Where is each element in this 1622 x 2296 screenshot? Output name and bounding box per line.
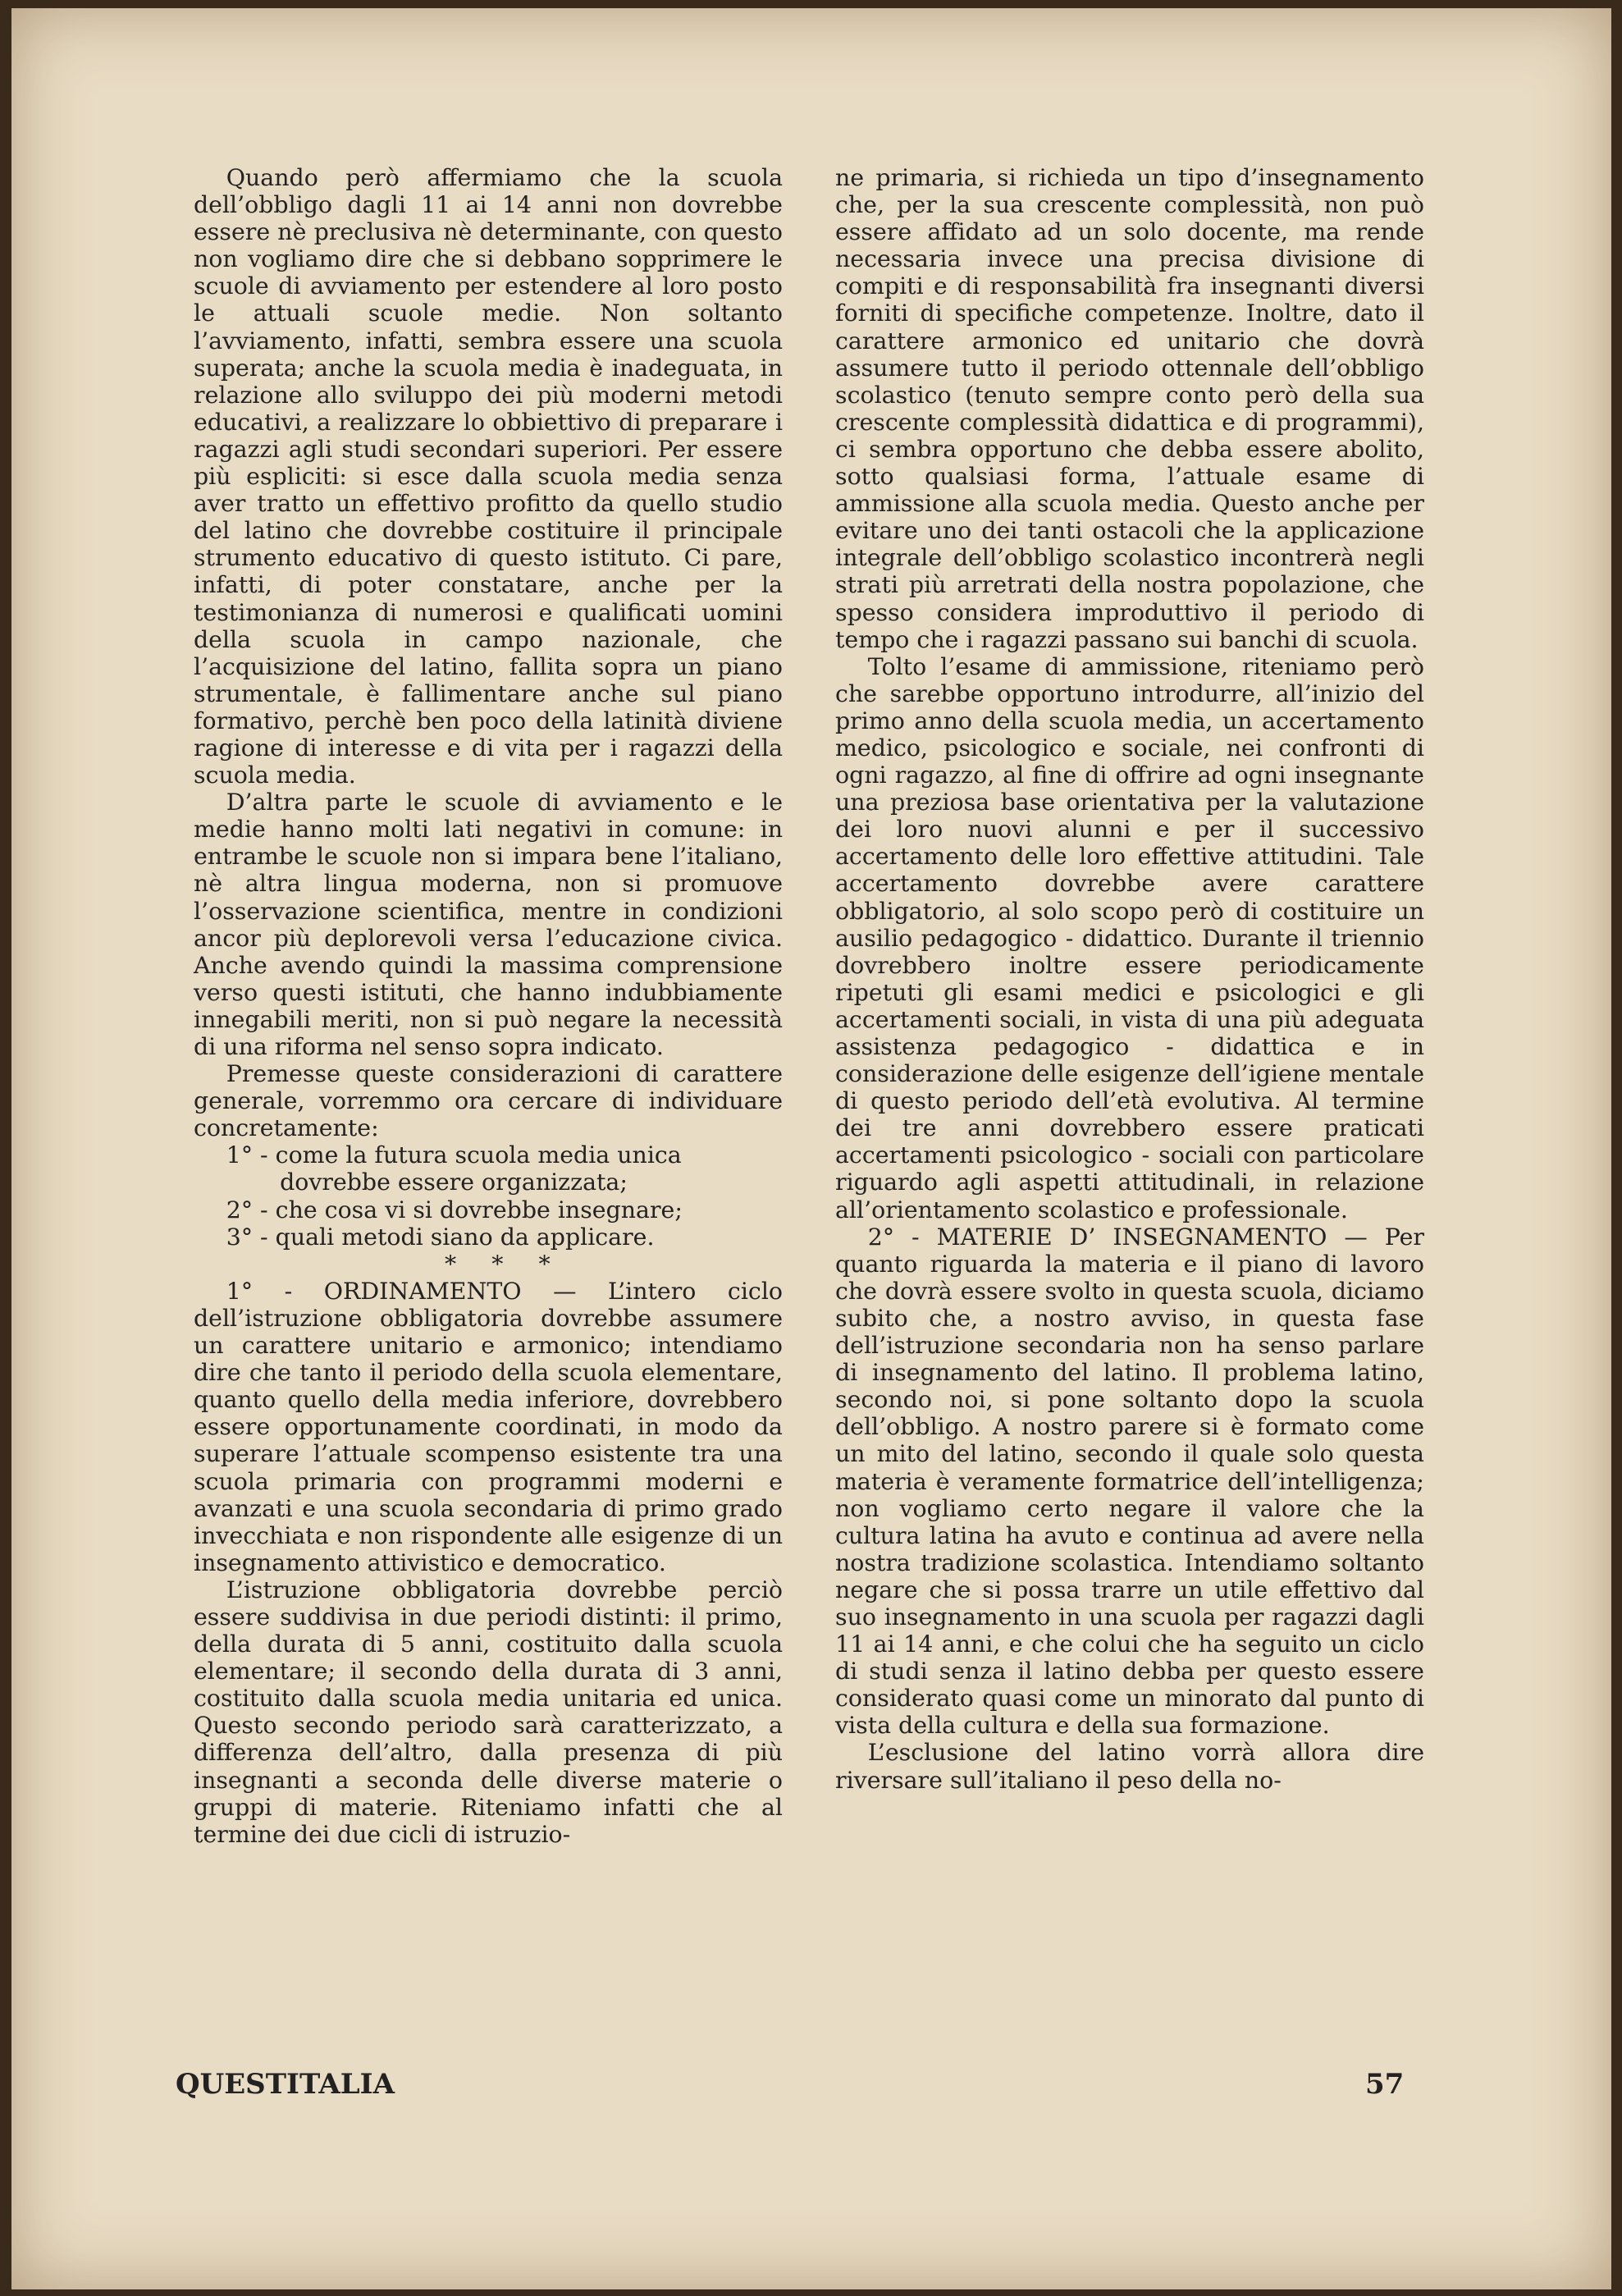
paragraph: L’istruzione obbligatoria dovrebbe perciò essere suddivisa in due periodi distinti: il primo, della durata di 5 anni, costituito dalla scuola elementare; il secondo della durata di 3 anni, costituito dalla scuola media unitaria ed unica. Questo secondo periodo sarà caratterizzato, a differenza dell’altro, dalla presenza di più insegnanti a seconda delle diverse materie o gruppi di materie. Riteniamo infatti che al termine dei due cicli di istruzio-: [194, 1576, 783, 1848]
list-item: [194, 1223, 783, 1251]
list-number: 2°: [226, 1196, 254, 1223]
publication-title: QUESTITALIA: [176, 2068, 395, 2101]
page-number: 57: [1365, 2068, 1405, 2101]
paragraph: 1° - ORDINAMENTO — L’intero ciclo dell’istruzione obbligatoria dovrebbe assumere un carattere unitario e armonico; intendiamo dire che tanto il periodo della scuola elementare, quanto quello della media inferiore, dovrebbero essere opportunamente coordinati, in modo da superare l’attuale scompenso esistente tra una scuola primaria con programmi moderni e avanzati e una scuola secondaria di primo grado invecchiata e non rispondente alle esigenze di un insegnamento attivistico e democratico.: [194, 1277, 783, 1576]
page: [11, 8, 1611, 2289]
list-text: - quali metodi siano da applicare.: [260, 1223, 655, 1251]
list-number: 1°: [226, 1141, 254, 1169]
list-item: [194, 1196, 783, 1223]
paragraph: Tolto l’esame di ammissione, riteniamo però che sarebbe opportuno introdurre, all’inizio del primo anno della scuola media, un accertamento medico, psicologico e sociale, nei confronti di ogni ragazzo, al fine di offrire ad ogni insegnante una preziosa base orientativa per la valutazione dei loro nuovi alunni e per il successivo accertamento delle loro effettive attitudini. Tale accertamento dovrebbe avere carattere obbligatorio, al solo scopo però di costituire un ausilio pedagogico - didattico. Durante il triennio dovrebbero inoltre essere periodicamente ripetuti gli esami medici e psicologici e gli accertamenti sociali, in vista di una più adeguata assistenza pedagogico - didattica e in considerazione delle esigenze dell’igiene mentale di questo periodo dell’età evolutiva. Al termine dei tre anni dovrebbero essere praticati accertamenti psicologico - sociali con particolare riguardo agli aspetti attitudinali, in relazione all’orientamento scolastico e professionale.: [835, 652, 1424, 1223]
paragraph: Quando però affermiamo che la scuola dell’obbligo dagli 11 ai 14 anni non dovrebbe essere nè preclusiva nè determinante, con questo non vogliamo dire che si debbano sopprimere le scuole di avviamento per estendere al loro posto le attuali scuole medie. Non soltanto l’avviamento, infatti, sembra essere una scuola superata; anche la scuola media è inadeguata, in relazione allo sviluppo dei più moderni metodi educativi, a realizzare lo obbiettivo di preparare i ragazzi agli studi secondari superiori. Per essere più espliciti: si esce dalla scuola media senza aver tratto un effettivo profitto da quello studio del latino che dovrebbe costituire il principale strumento educativo di questo istituto. Ci pare, infatti, di poter constatare, anche per la testimonianza di numerosi e qualificati uomini della scuola in campo nazionale, che l’acquisizione del latino, fallita sopra un piano strumentale, è fallimentare anche sul piano formativo, perchè ben poco della latinità diviene ragione di interesse e di vita per i ragazzi della scuola media.: [194, 164, 783, 789]
list-text: - come la futura scuola media unica: [260, 1141, 682, 1169]
paragraph: ne primaria, si richieda un tipo d’insegnamento che, per la sua crescente complessità, non può essere affidato ad un solo docente, ma rende necessaria invece una precisa divisione di compiti e di responsabilità fra insegnanti diversi forniti di specifiche competenze. Inoltre, dato il carattere armonico ed unitario che dovrà assumere tutto il periodo ottennale dell’obbligo scolastico (tenuto sempre conto però della sua crescente complessità didattica e di programmi), ci sembra opportuno che debba essere abolito, sotto qualsiasi forma, l’attuale esame di ammissione alla scuola media. Questo anche per evitare uno dei tanti ostacoli che la applicazione integrale dell’obbligo scolastico incontrerà negli strati più arretrati della nostra popolazione, che spesso considera improduttivo il periodo di tempo che i ragazzi passano sui banchi di scuola.: [835, 164, 1424, 653]
paragraph: Premesse queste considerazioni di carattere generale, vorremmo ora cercare di individuare concretamente:: [194, 1060, 783, 1142]
paragraph: D’altra parte le scuole di avviamento e le medie hanno molti lati negativi in comune: in entrambe le scuole non si impara bene l’italiano, nè altra lingua moderna, non si promuove l’osservazione scientifica, mentre in condizioni ancor più deplorevoli versa l’educazione civica. Anche avendo quindi la massima comprensione verso questi istituti, che hanno indubbiamente innegabili meriti, non si può negare la necessità di una riforma nel senso sopra indicato.: [194, 789, 783, 1060]
list-number: 3°: [226, 1223, 254, 1251]
list-text-continued: dovrebbe essere organizzata;: [280, 1169, 628, 1196]
section-separator: * * *: [444, 1250, 564, 1278]
paragraph: L’esclusione del latino vorrà allora dire riversare sull’italiano il peso della no-: [835, 1739, 1424, 1794]
list-item: [194, 1141, 783, 1196]
question-list: [194, 1141, 783, 1250]
left-column: [194, 164, 783, 1848]
right-column: [835, 164, 1424, 1794]
list-text: - che cosa vi si dovrebbe insegnare;: [260, 1196, 683, 1223]
paragraph: 2° - MATERIE D’ INSEGNAMENTO — Per quanto riguarda la materia e il piano di lavoro che dovrà essere svolto in questa scuola, diciamo subito che, a nostro avviso, in questa fase dell’istruzione secondaria non ha senso parlare di insegnamento del latino. Il problema latino, secondo noi, si pone soltanto dopo la scuola dell’obbligo. A nostro parere si è formato come un mito del latino, secondo il quale solo questa materia è veramente formatrice dell’intelligenza; non vogliamo certo negare il valore che la cultura latina ha avuto e continua ad avere nella nostra tradizione scolastica. Intendiamo soltanto negare che si possa trarre un utile effettivo dal suo insegnamento in una scuola per ragazzi dagli 11 ai 14 anni, e che colui che ha seguito un ciclo di studi senza il latino debba per questo essere considerato quasi come un minorato dal punto di vista della cultura e della sua formazione.: [835, 1223, 1424, 1740]
